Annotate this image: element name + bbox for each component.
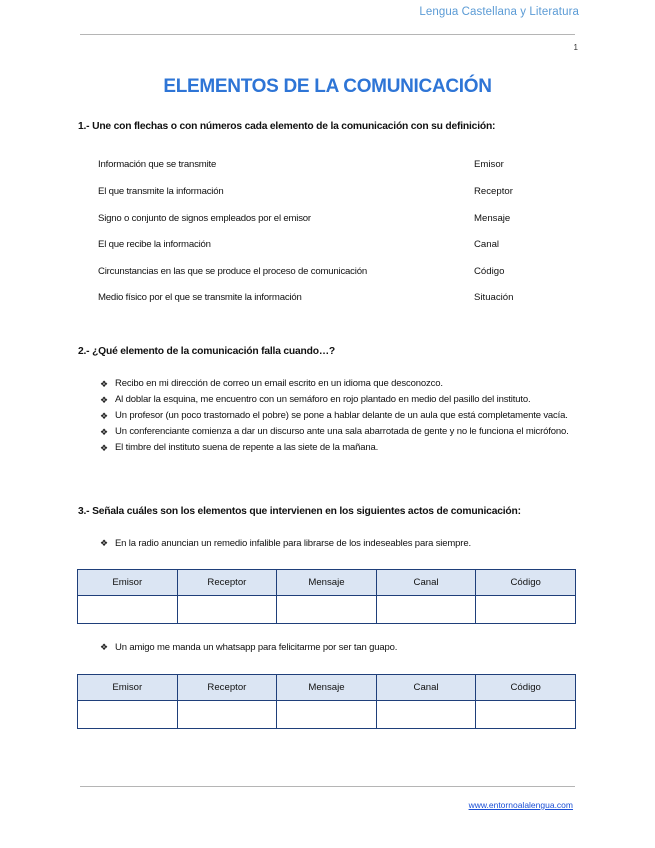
- page-number: 1: [573, 43, 578, 52]
- diamond-bullet-icon: ❖: [100, 395, 108, 405]
- definition-item: El que transmite la información: [98, 186, 224, 197]
- element-item: Situación: [474, 292, 514, 303]
- element-item: Mensaje: [474, 213, 511, 224]
- element-item: Emisor: [474, 159, 504, 170]
- diamond-bullet-icon: ❖: [100, 379, 108, 389]
- table-header-receptor: Receptor: [177, 570, 277, 596]
- list-item: ❖ Al doblar la esquina, me encuentro con un semáforo en rojo plantado en medio del pasillo del instituto.: [100, 392, 578, 408]
- answer-cell[interactable]: [476, 596, 576, 624]
- elements-table-2: [77, 674, 576, 729]
- diamond-bullet-icon: ❖: [100, 411, 108, 421]
- element-item: Canal: [474, 239, 500, 250]
- table-header-codigo: Código: [476, 675, 576, 701]
- definition-item: Medio físico por el que se transmite la información: [98, 292, 302, 303]
- page-title: ELEMENTOS DE LA COMUNICACIÓN: [163, 76, 492, 97]
- diamond-bullet-icon: ❖: [100, 443, 108, 453]
- website-link[interactable]: www.entornoalalengua.com: [468, 800, 573, 810]
- answer-cell[interactable]: [78, 596, 178, 624]
- communication-act: ❖ En la radio anuncian un remedio infalible para librarse de los indeseables para siempre.: [100, 538, 471, 549]
- list-item: ❖ Un profesor (un poco trastornado el pobre) se pone a hablar delante de un aula que está completamente vacía.: [100, 408, 578, 424]
- answer-cell[interactable]: [376, 596, 476, 624]
- elements-table-1: [77, 569, 576, 624]
- header-rule: [80, 34, 575, 35]
- question-2-heading: 2.- ¿Qué elemento de la comunicación falla cuando…?: [78, 346, 336, 357]
- definition-item: El que recibe la información: [98, 239, 211, 250]
- table-header-codigo: Código: [476, 570, 576, 596]
- footer-rule: [80, 786, 575, 787]
- table-header-mensaje: Mensaje: [277, 570, 377, 596]
- table-header-canal: Canal: [376, 570, 476, 596]
- element-item: Receptor: [474, 186, 513, 197]
- answer-cell[interactable]: [78, 701, 178, 729]
- answer-cell[interactable]: [277, 596, 377, 624]
- definition-item: Signo o conjunto de signos empleados por el emisor: [98, 213, 311, 224]
- answer-cell[interactable]: [177, 596, 277, 624]
- answer-cell[interactable]: [177, 701, 277, 729]
- diamond-bullet-icon: ❖: [100, 427, 108, 437]
- question-2-list: [100, 376, 578, 456]
- subject-header: Lengua Castellana y Literatura: [419, 6, 579, 18]
- table-header-emisor: Emisor: [78, 675, 178, 701]
- table-header-canal: Canal: [376, 675, 476, 701]
- table-header-emisor: Emisor: [78, 570, 178, 596]
- answer-cell[interactable]: [476, 701, 576, 729]
- question-3-heading: 3.- Señala cuáles son los elementos que intervienen en los siguientes actos de comunicación:: [78, 506, 521, 517]
- diamond-bullet-icon: ❖: [100, 538, 108, 548]
- definition-item: Circunstancias en las que se produce el proceso de comunicación: [98, 266, 367, 277]
- answer-cell[interactable]: [277, 701, 377, 729]
- answer-cell[interactable]: [376, 701, 476, 729]
- definition-item: Información que se transmite: [98, 159, 217, 170]
- element-item: Código: [474, 266, 505, 277]
- list-item: ❖ Un conferenciante comienza a dar un discurso ante una sala abarrotada de gente y no le funciona el micrófono.: [100, 424, 578, 440]
- table-header-mensaje: Mensaje: [277, 675, 377, 701]
- communication-act: ❖ Un amigo me manda un whatsapp para felicitarme por ser tan guapo.: [100, 642, 398, 653]
- diamond-bullet-icon: ❖: [100, 642, 108, 652]
- list-item: ❖ Recibo en mi dirección de correo un email escrito en un idioma que desconozco.: [100, 376, 578, 392]
- list-item: ❖ El timbre del instituto suena de repente a las siete de la mañana.: [100, 440, 578, 456]
- question-1-heading: 1.- Une con flechas o con números cada elemento de la comunicación con su definición:: [78, 121, 496, 132]
- table-header-receptor: Receptor: [177, 675, 277, 701]
